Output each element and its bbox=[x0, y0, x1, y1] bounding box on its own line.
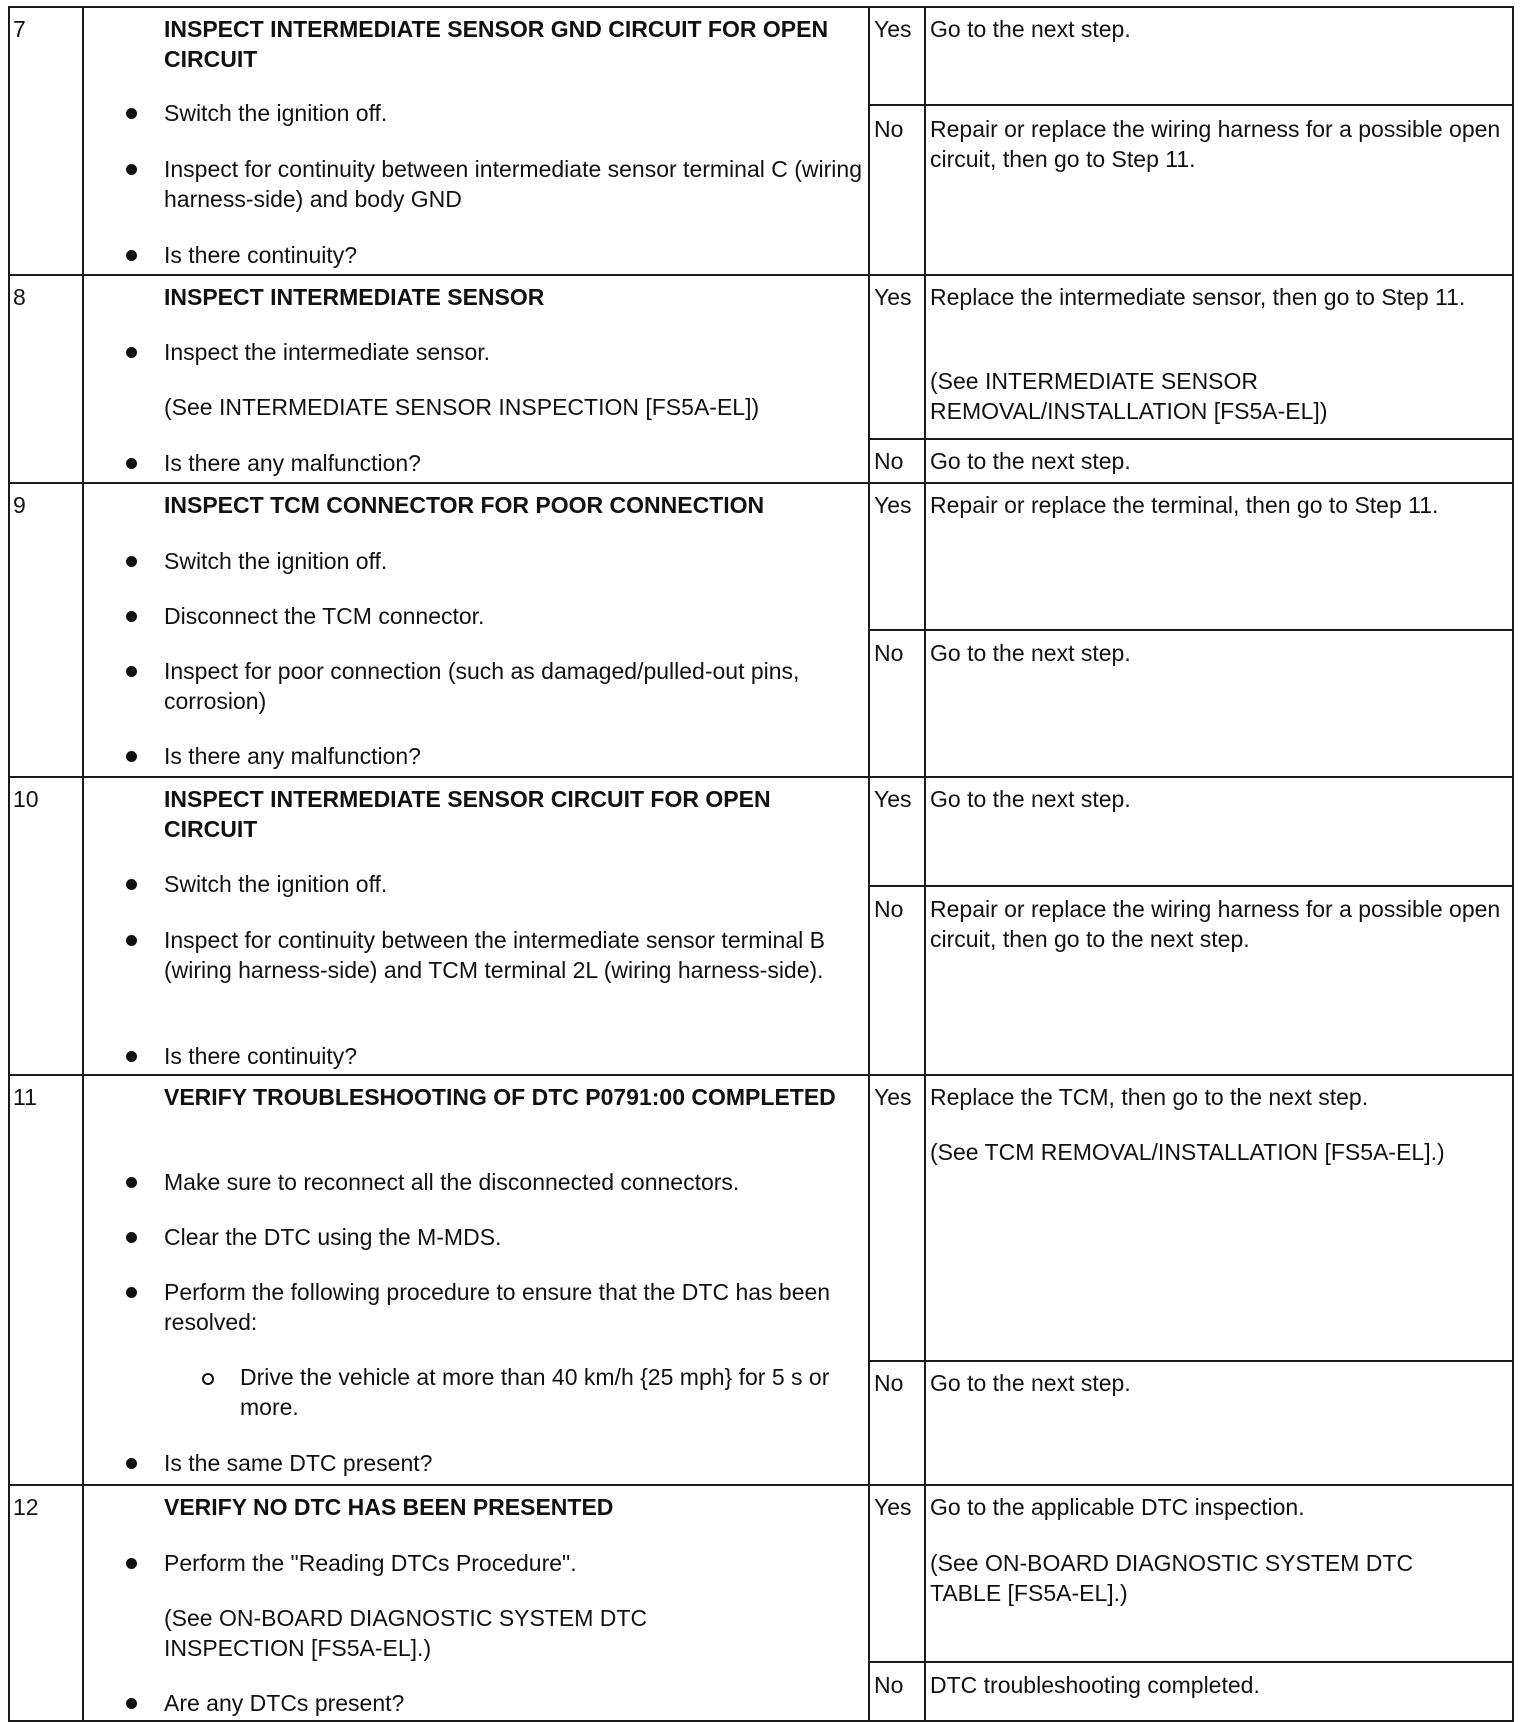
yes-no-divider bbox=[868, 629, 1514, 631]
yes-no-divider bbox=[868, 1360, 1514, 1362]
yes-reference: (See INTERMEDIATE SENSOR REMOVAL/INSTALLATION [FS5A-EL]) bbox=[930, 368, 1328, 424]
bullet-icon bbox=[126, 108, 137, 119]
yes-no-divider bbox=[868, 885, 1514, 887]
yes-label: Yes bbox=[874, 284, 912, 310]
bullet-icon bbox=[126, 1458, 137, 1469]
no-result: Go to the next step. bbox=[930, 448, 1131, 474]
step-item: Clear the DTC using the M-MDS. bbox=[164, 1222, 864, 1252]
step-item: Is the same DTC present? bbox=[164, 1448, 864, 1478]
no-result: Go to the next step. bbox=[930, 1370, 1131, 1396]
yes-result: Go to the applicable DTC inspection. bbox=[930, 1494, 1305, 1520]
row-divider bbox=[8, 776, 1514, 778]
step-title: INSPECT TCM CONNECTOR FOR POOR CONNECTION bbox=[164, 492, 765, 518]
bullet-icon bbox=[126, 458, 137, 469]
step-item: Inspect for poor connection (such as damaged/pulled-out pins, corrosion) bbox=[164, 656, 864, 716]
column-divider bbox=[868, 6, 870, 1720]
yes-reference: (See TCM REMOVAL/INSTALLATION [FS5A-EL].) bbox=[930, 1139, 1445, 1165]
yes-no-divider bbox=[868, 1661, 1514, 1663]
bullet-icon bbox=[126, 1558, 137, 1569]
step-number: 12 bbox=[13, 1494, 39, 1520]
bullet-icon bbox=[126, 347, 137, 358]
bullet-icon bbox=[126, 611, 137, 622]
step-item: Perform the "Reading DTCs Procedure". bbox=[164, 1548, 864, 1578]
yes-label: Yes bbox=[874, 786, 912, 812]
step-number: 10 bbox=[13, 786, 39, 812]
step-reference: (See ON-BOARD DIAGNOSTIC SYSTEM DTC INSPECTION [FS5A-EL].) bbox=[164, 1605, 648, 1661]
bullet-icon bbox=[126, 1232, 137, 1243]
bullet-icon bbox=[126, 250, 137, 261]
step-title: INSPECT INTERMEDIATE SENSOR CIRCUIT FOR OPEN CIRCUIT bbox=[164, 786, 771, 842]
no-label: No bbox=[874, 640, 904, 666]
step-item: Is there any malfunction? bbox=[164, 448, 864, 478]
no-label: No bbox=[874, 1370, 904, 1396]
column-divider bbox=[924, 6, 926, 1720]
step-item: Switch the ignition off. bbox=[164, 546, 864, 576]
no-label: No bbox=[874, 116, 904, 142]
step-number: 7 bbox=[13, 16, 26, 42]
bullet-icon bbox=[126, 1287, 137, 1298]
step-item: Switch the ignition off. bbox=[164, 98, 864, 128]
step-number: 8 bbox=[13, 284, 26, 310]
step-item: Is there continuity? bbox=[164, 1041, 864, 1071]
bullet-icon bbox=[126, 935, 137, 946]
yes-result: Replace the intermediate sensor, then go to Step 11. bbox=[930, 284, 1466, 310]
step-title: INSPECT INTERMEDIATE SENSOR bbox=[164, 284, 545, 310]
column-divider bbox=[82, 6, 84, 1720]
step-title: VERIFY NO DTC HAS BEEN PRESENTED bbox=[164, 1494, 614, 1520]
row-divider bbox=[8, 1484, 1514, 1486]
step-item: Inspect for continuity between intermediate sensor terminal C (wiring harness-side) and body GND bbox=[164, 154, 864, 214]
yes-result: Repair or replace the terminal, then go to Step 11. bbox=[930, 492, 1439, 518]
no-result: Repair or replace the wiring harness for a possible open circuit, then go to Step 11. bbox=[930, 116, 1501, 172]
yes-reference: (See ON-BOARD DIAGNOSTIC SYSTEM DTC TABLE [FS5A-EL].) bbox=[930, 1550, 1414, 1606]
yes-label: Yes bbox=[874, 16, 912, 42]
bullet-icon bbox=[126, 666, 137, 677]
step-number: 9 bbox=[13, 492, 26, 518]
row-divider bbox=[8, 482, 1514, 484]
yes-no-divider bbox=[868, 438, 1514, 440]
step-title: VERIFY TROUBLESHOOTING OF DTC P0791:00 COMPLETED bbox=[164, 1084, 836, 1110]
yes-result: Go to the next step. bbox=[930, 16, 1131, 42]
step-item: Is there any malfunction? bbox=[164, 741, 864, 771]
no-label: No bbox=[874, 1672, 904, 1698]
row-divider bbox=[8, 274, 1514, 276]
no-result: Repair or replace the wiring harness for a possible open circuit, then go to the next step. bbox=[930, 896, 1501, 952]
no-label: No bbox=[874, 448, 904, 474]
yes-label: Yes bbox=[874, 1494, 912, 1520]
step-title: INSPECT INTERMEDIATE SENSOR GND CIRCUIT FOR OPEN CIRCUIT bbox=[164, 16, 829, 72]
no-result: Go to the next step. bbox=[930, 640, 1131, 666]
step-item: Inspect the intermediate sensor. bbox=[164, 337, 864, 367]
no-label: No bbox=[874, 896, 904, 922]
step-item: Make sure to reconnect all the disconnected connectors. bbox=[164, 1167, 864, 1197]
no-result: DTC troubleshooting completed. bbox=[930, 1672, 1260, 1698]
circle-bullet-icon bbox=[202, 1373, 214, 1385]
step-reference: (See INTERMEDIATE SENSOR INSPECTION [FS5A-EL]) bbox=[164, 394, 760, 420]
table-border-right bbox=[1512, 6, 1514, 1720]
table-border-left bbox=[8, 6, 10, 1720]
bullet-icon bbox=[126, 164, 137, 175]
bullet-icon bbox=[126, 879, 137, 890]
bullet-icon bbox=[126, 1177, 137, 1188]
yes-result: Replace the TCM, then go to the next step. bbox=[930, 1084, 1369, 1110]
bullet-icon bbox=[126, 1051, 137, 1062]
step-item: Inspect for continuity between the intermediate sensor terminal B (wiring harness-side) and TCM terminal 2L (wiring harness-side). bbox=[164, 925, 864, 985]
table-border-top bbox=[8, 6, 1514, 8]
step-item: Switch the ignition off. bbox=[164, 869, 864, 899]
row-divider bbox=[8, 1074, 1514, 1076]
yes-label: Yes bbox=[874, 492, 912, 518]
step-subitem: Drive the vehicle at more than 40 km/h {25 mph} for 5 s or more. bbox=[240, 1362, 840, 1422]
bullet-icon bbox=[126, 1698, 137, 1709]
yes-no-divider bbox=[868, 104, 1514, 106]
yes-result: Go to the next step. bbox=[930, 786, 1131, 812]
step-item: Disconnect the TCM connector. bbox=[164, 601, 864, 631]
step-item: Are any DTCs present? bbox=[164, 1688, 864, 1718]
step-item: Is there continuity? bbox=[164, 240, 864, 270]
bullet-icon bbox=[126, 556, 137, 567]
bullet-icon bbox=[126, 751, 137, 762]
step-number: 11 bbox=[13, 1084, 37, 1110]
step-item: Perform the following procedure to ensure that the DTC has been resolved: bbox=[164, 1277, 864, 1337]
yes-label: Yes bbox=[874, 1084, 912, 1110]
